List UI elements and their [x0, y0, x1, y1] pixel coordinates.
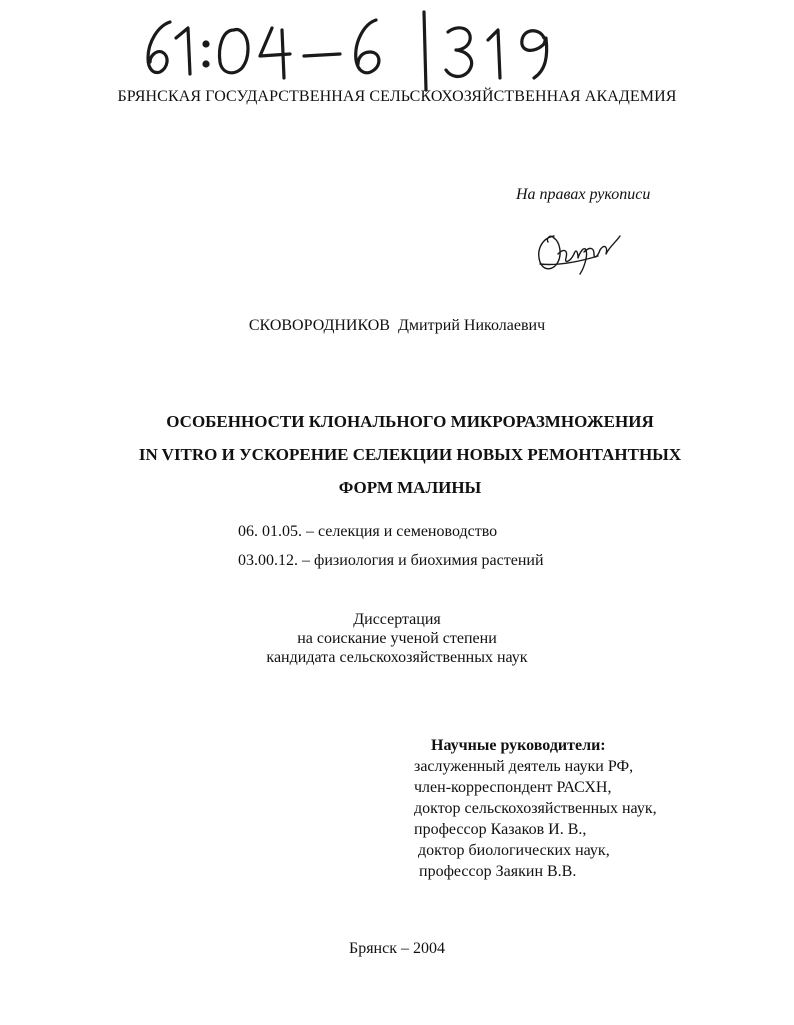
author-given-names: Дмитрий Николаевич — [397, 317, 546, 334]
dissertation-line-3: кандидата сельскохозяйственных наук — [266, 649, 528, 666]
city-year: Брянск – 2004 — [349, 940, 445, 957]
title-line-3: ФОРМ МАЛИНЫ — [338, 478, 482, 497]
academy-name: БРЯНСКАЯ ГОСУДАРСТВЕННАЯ СЕЛЬСКОХОЗЯЙСТВЕННАЯ АКАДЕМИЯ — [117, 88, 677, 105]
author-signature — [528, 216, 628, 278]
supervisor-line: доктор биологических наук, — [418, 842, 610, 859]
title-line-2: IN VITRO И УСКОРЕНИЕ СЕЛЕКЦИИ НОВЫХ РЕМОНТАНТНЫХ — [138, 445, 682, 464]
supervisor-line: профессор Заякин В.В. — [419, 863, 577, 880]
rights-note: На правах рукописи — [516, 186, 651, 203]
specialty-2: 03.00.12. – физиология и биохимия растений — [238, 552, 544, 569]
supervisor-line: доктор сельскохозяйственных наук, — [414, 800, 657, 817]
dissertation-title — [80, 405, 740, 504]
supervisors-block — [414, 735, 657, 882]
author-surname: СКОВОРОДНИКОВ — [248, 317, 390, 334]
specialty-1: 06. 01.05. – селекция и семеноводство — [238, 523, 498, 540]
author-name — [0, 317, 794, 335]
supervisor-line: член-корреспондент РАСХН, — [414, 779, 612, 796]
title-line-1: ОСОБЕННОСТИ КЛОНАЛЬНОГО МИКРОРАЗМНОЖЕНИЯ — [166, 412, 654, 431]
supervisor-line: профессор Казаков И. В., — [414, 821, 587, 838]
supervisor-line: заслуженный деятель науки РФ, — [414, 758, 634, 775]
dissertation-line-1: Диссертация — [353, 611, 441, 628]
dissertation-line-2: на соискание ученой степени — [297, 630, 497, 647]
supervisors-heading: Научные руководители: — [431, 737, 606, 754]
dissertation-degree — [0, 610, 794, 667]
